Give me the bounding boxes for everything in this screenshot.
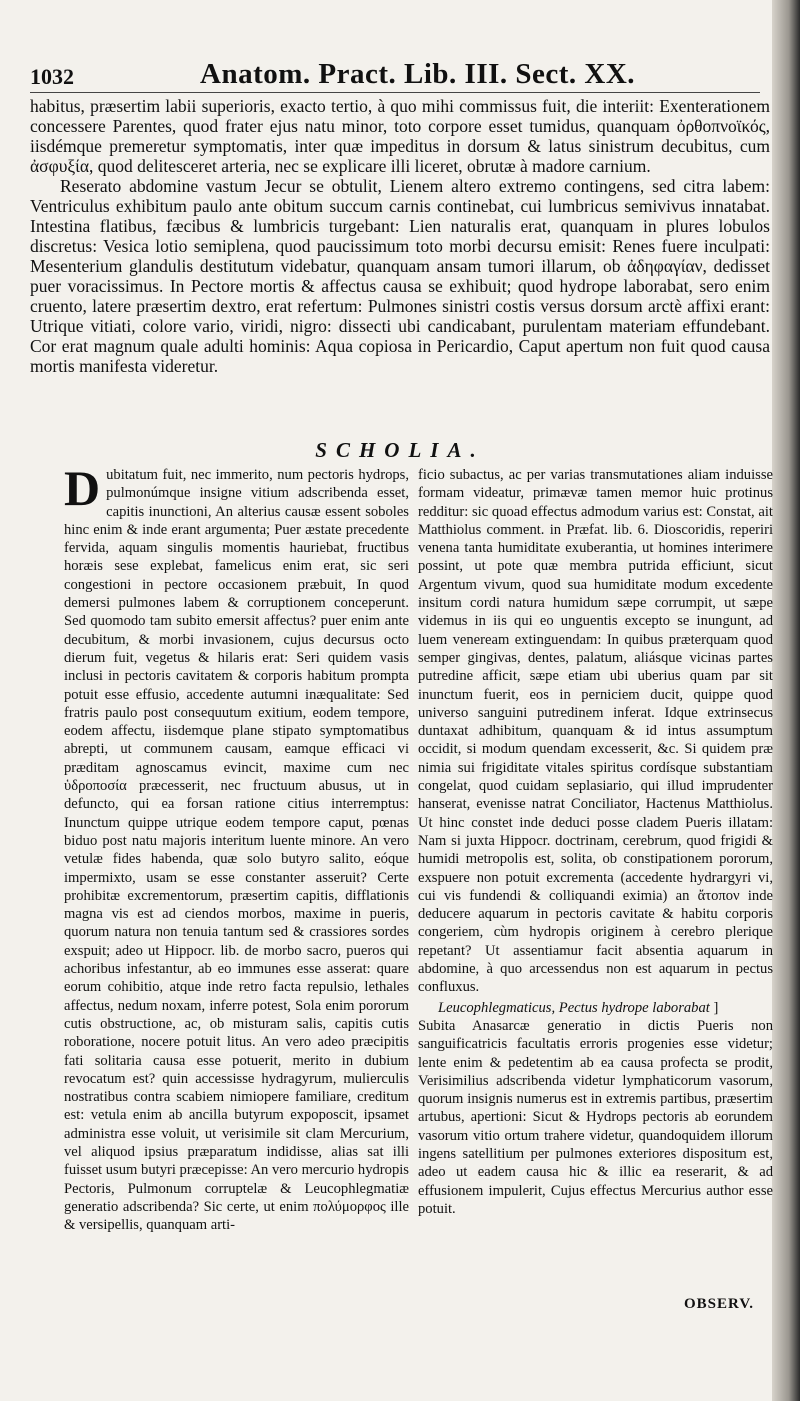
running-title: Anatom. Pract. Lib. III. Sect. XX. (200, 58, 636, 90)
lemma-bracket: ] (713, 999, 719, 1016)
page-header (30, 58, 760, 93)
observation-text (30, 96, 770, 376)
scholia-right-text-2: Subita Anasarcæ generatio in dictis Pueris non sanguificatricis facultatis erroris progenies esse videtur; lente enim & pedetentim ab ea causa profecta se prodit, Verisimilius adscribenda videtur lymphaticorum vasorum, quorum insignis numerus est in extremis partibus, præsertim artubus, apertioni: Sicut & Hydrops pectoris ab eorundem vasorum vitio ortum trahere videtur, quandoquidem illorum ingens satellitium per pulmones exteriores dispositum est, adeo ut eadem causa hic & illic ea reserarit, & ad effusionem impulerit, Cujus effectus Mercurius author esse potuit. (418, 1017, 773, 1217)
drop-capital: D (64, 466, 101, 516)
scholia-left-text: ubitatum fuit, nec immerito, num pectoris hydrops, pulmonúmque insigne vitium adscribenda esset, capitis inunctioni, An alterius causæ essent soboles hinc enim & inde erant argumenta; Puer æstate precedente fervida, aquam singulis momentis hauriebat, fructibus horæis sese explebat, famelicus enim erat, sic seri congestioni in pectore occasionem præbuit, In quod demersi pulmones labem & corruptionem conceperunt. Sed quomodo tam subito emersit affectus? puer enim ante decubitum, & morbi invasionem, cujus decursus octo dierum fuit, vegetus & hilaris erat: Seri quidem vasis inclusi in pectoris cavitatem & corporis habitum prompta potuit esse effusio, accedente autumni inæqualitate: Sed fratris paulo post consequutum exitium, eodem tempore, eodem affectu, iisdemque plane stipato symptomatibus abrepti, ut communem causam, eamque efficaci vi præditam agnoscamus evincit, maxime cum nec ὑδροποσία præcesserit, nec fructuum abusus, ut in defuncto, qui ea forsan ratione citius interremptus: Inunctum quippe utrique eodem tempore caput, pœnas biduo post natu majoris interitum luente minore. An vero vetulæ fides habenda, quæ solo butyro salito, eóque impermixto, usam se esse constanter asseruit? Certe prohibitæ excrementorum, præsertim capitis, difflationis magna vis est ad ciendos morbos, maxime in pueris, quorum natura non tenuia tantum sed & crassiores sordes exspuit; adeo ut Hippocr. lib. de morbo sacro, pueros qui achoribus infestantur, ab eo immunes esse asserat: quare eorum cohibitio, atque inde retro facta repulsio, lethales affectus, nedum noxam, inferre potest, Sola enim pororum cutis obstructione, ac, ob misturam salis, capitis cutis roboratione, nocere potuit litus. An vero adeo præcipitis fati solitaria causa esse potuerit, merito in dubium revocatum est? quin accessisse hydragyrum, mulierculis nostratibus contra scabiem nimiopere familiare, creditum est: vetula enim ab ancilla butyrum expoposcit, ipsamet administra esse voluit, ut verisimile sit clam Mercurium, vel aliquod ipsius præparatum indidisse, alias sat illi fuisset usum butyri præcepisse: An vero mercurio hydropis Pectoris, Pulmonum corruptelæ & Leucophlegmatiæ generatio adscribenda? Sic certe, ut enim πολύμορφος ille & versipellis, quanquam arti- (64, 467, 409, 1234)
page-number: 1032 (30, 64, 74, 89)
observation-paragraph-1: habitus, præsertim labii superioris, exacto tertio, à quo mihi commissus fuit, die interiit: Exenterationem concessere Parentes, quod frater ejus natu minor, toto corpore esset tumidus, quanquam ὀρθοπνοϊκός, iisdémque premeretur symptomatis, inter quæ impeditus in dorsum & latus sinistrum decubitus, cum ἀσφυξία, quod delitesceret arteria, nec se explicare illi liceret, obrutæ à madore carnium. (30, 96, 770, 176)
lemma-text: Leucophlegmaticus, Pectus hydrope laborabat (438, 999, 710, 1016)
catchword: OBSERV. (684, 1296, 754, 1312)
page-binding-edge (772, 0, 800, 1401)
observation-paragraph-2: Reserato abdomine vastum Jecur se obtulit, Lienem altero extremo contingens, sed citra labem: Ventriculus exhibitum paulo ante obitum succum carnis continebat, cui lumbricus semivivus innatabat. Intestina flatibus, fæcibus & lumbricis turgebant: Lien naturalis erat, quanquam in plures lobulos discretus: Vesica lotio semiplena, quod paucissimum toto morbi decursu emisit: Renes fuere inculpati: Mesenterium glandulis destitutum videbatur, quanquam ansam tumori illarum, ob ἀδηφαγίαν, dedisset puer voracissimus. In Pectore mortis & affectus causa se exhibuit; quod hydrope laborabat, sero enim cruento, latere præsertim dextro, erat refertum: Pulmones sinistri costis versus dorsum arctè affixi erant: Utrique vitiati, colore vario, viridi, nigro: dissecti ubi candicabant, purulentam materiam effundebant. Cor erat magnum quale adulti hominis: Aqua copiosa in Pericardio, Caput apertum non fuit quod causa mortis manifesta videretur. (30, 176, 770, 376)
scholia-heading: SCHOLIA. (315, 438, 485, 462)
scholia-lemma (418, 999, 773, 1017)
scholia-right-text: ficio subactus, ac per varias transmutationes aliam induisse formam videatur, primævæ tamen memor huic protinus redditur: sic quoad effectus admodum varius est: Constat, ait Matthiolus comment. in Præfat. lib. 6. Dioscoridis, reperiri venena tanta humiditate exuberantia, ut homines interimere possint, ut pote quæ membra putrida efficiunt, sicut Argentum vivum, quod sua humiditate modum excedente insitum cordi natura humidum sæpe corrumpit, ut sæpe videmus in iis qui eo unguentis excepto se inungunt, ad luem veneream extinguendam: In quibus præterquam quod semper gingivas, dentes, palatum, aliásque vicinas partes putredine afficit, sæpe etiam ubi uberius quam par sit inunctum fuerit, eos in perniciem ducit, quippe quod universo sanguini putredinem inferat. Idque extrinsecus duntaxat adhibitum, quanquam & id intus assumptum occidit, si modum quendam excesserit, &c. Si quidem præ nimia sui frigiditate vitales spiritus cordísque substantiam congelat, quod cuidam seplasiario, qui illud imprudenter hanserat, evenisse natrat Conciliator, Hactenus Matthiolus. Ut hinc constet inde deduci posse cladem Pueris illatam: Nam si juxta Hippocr. doctrinam, cerebrum, quod frigidi & humidi metropolis est, solita, ob constipationem pororum, exspuere non potuit excrementa (accedente hydrargyri vi, cui vis fundendi & colliquandi eximia) an ἄτοπον inde deducere aquarum in pectoris cavitate & habitu corporis congeriem, cùm hydropis originem à cerebro plerique repetant? Ut assentiamur facit absentia aquarum in abdomine, à quo arcessendus non est aquarum in pectus confluxus. (418, 467, 773, 996)
scholia-left-column (64, 466, 409, 1276)
scholia-left-paragraph (64, 466, 409, 1234)
scholia-right-column (418, 466, 773, 1276)
